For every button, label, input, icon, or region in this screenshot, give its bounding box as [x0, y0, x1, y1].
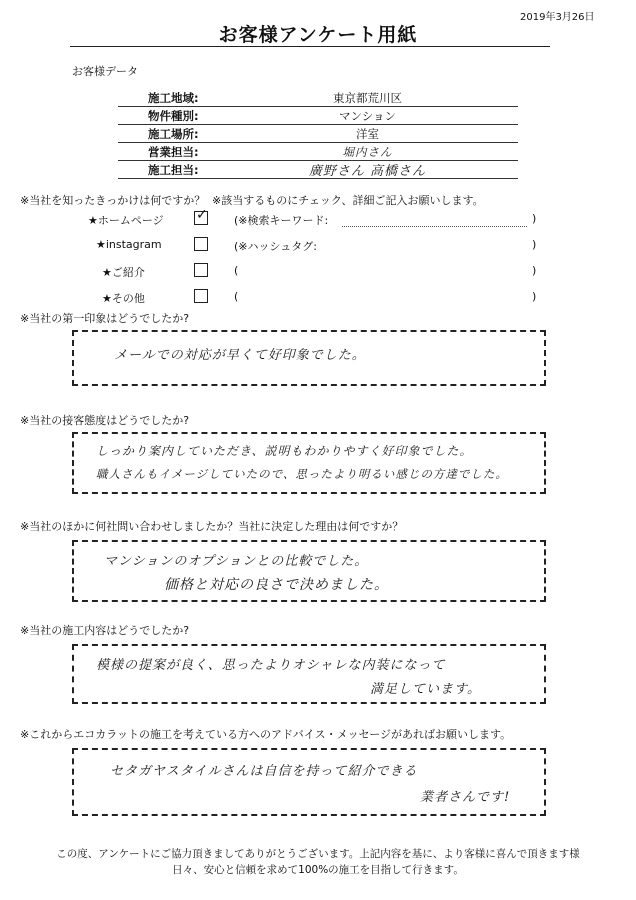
option-label-instagram: ★instagram [96, 238, 162, 251]
option-label-other: ★その他 [102, 292, 145, 305]
field-label-location: 施工場所: [148, 127, 199, 141]
answer-box-other-companies [72, 540, 546, 602]
answer-text: 業者さんです! [420, 790, 511, 805]
detail-homepage: (※検索キーワード: [234, 214, 329, 227]
question-service-attitude: ※当社の接客態度はどうでしたか? [20, 414, 190, 427]
answer-text: 価格と対応の良さで決めました。 [164, 577, 389, 593]
close-paren: ) [532, 238, 537, 251]
checkbox-homepage[interactable] [194, 207, 208, 225]
field-label-sales-rep: 営業担当: [148, 145, 199, 159]
close-paren: ) [532, 290, 537, 303]
title-underline [70, 46, 550, 47]
answer-text: 模様の提案が良く、思ったよりオシャレな内装になって [96, 658, 446, 673]
answer-box-service-attitude [72, 432, 546, 494]
option-label-referral: ★ご紹介 [102, 266, 145, 279]
checkbox-instagram[interactable] [194, 237, 208, 251]
question-advice-message: ※これからエコカラットの施工を考えている方へのアドバイス・メッセージがあればお願いします。 [20, 728, 512, 741]
answer-text: セタガヤスタイルさんは自信を持って紹介できる [110, 764, 418, 779]
detail-referral: ( [234, 264, 239, 277]
answer-box-first-impression [72, 330, 546, 386]
close-paren: ) [532, 212, 537, 225]
checkbox-other[interactable] [194, 289, 208, 303]
question-work-content: ※当社の施工内容はどうでしたか? [20, 624, 190, 637]
source-note: ※該当するものにチェック、詳細ご記入お願いします。 [212, 194, 484, 207]
field-label-installer: 施工担当: [148, 163, 199, 177]
option-label-homepage: ★ホームページ [88, 214, 164, 227]
answer-text: しっかり案内していただき、説明もわかりやすく好印象でした。 [96, 444, 473, 458]
field-value-property-type: マンション [339, 109, 396, 123]
check-icon: ✓ [196, 207, 208, 223]
answer-box-advice-message [72, 748, 546, 816]
answer-text: 職人さんもイメージしていたので、思ったより明るい感じの方達でした。 [96, 467, 508, 481]
field-line [118, 106, 518, 107]
answer-text: 満足しています。 [370, 682, 481, 697]
field-value-location: 洋室 [356, 127, 379, 141]
answer-box-work-content [72, 644, 546, 704]
field-label-area: 施工地域: [148, 91, 199, 105]
detail-other: ( [234, 290, 239, 303]
page-title: お客様アンケート用紙 [218, 24, 418, 46]
question-other-companies: ※当社のほかに何社問い合わせしましたか？当社に決定した理由は何ですか？ [20, 520, 404, 533]
answer-text: メールでの対応が早くて好印象でした。 [114, 348, 366, 363]
answer-text: マンションのオプションとの比較でした。 [104, 554, 369, 569]
footer-line-1: この度、アンケートにご協力頂きましてありがとうございます。上記内容を基に、より客様に喜んで頂きます様 [56, 848, 580, 860]
detail-line [342, 226, 527, 227]
close-paren: ) [532, 264, 537, 277]
field-line [118, 178, 518, 179]
field-line [118, 124, 518, 125]
field-value-sales-rep: 堀内さん [342, 145, 393, 159]
checkbox-referral[interactable] [194, 263, 208, 277]
question-first-impression: ※当社の第一印象はどうでしたか? [20, 312, 190, 325]
field-value-installer: 廣野さん 高橋さん [308, 164, 427, 179]
field-label-property-type: 物件種別: [148, 109, 199, 123]
source-question: ※当社を知ったきっかけは何ですか？ [20, 194, 206, 207]
survey-date: 2019年3月26日 [520, 12, 595, 23]
customer-data-heading: お客様データ [72, 65, 138, 78]
footer-line-2: 日々、安心と信頼を求めて100%の施工を目指して行きます。 [172, 864, 464, 876]
field-value-area: 東京都荒川区 [333, 91, 402, 105]
detail-instagram: (※ハッシュタグ: [234, 240, 317, 253]
field-line [118, 142, 518, 143]
